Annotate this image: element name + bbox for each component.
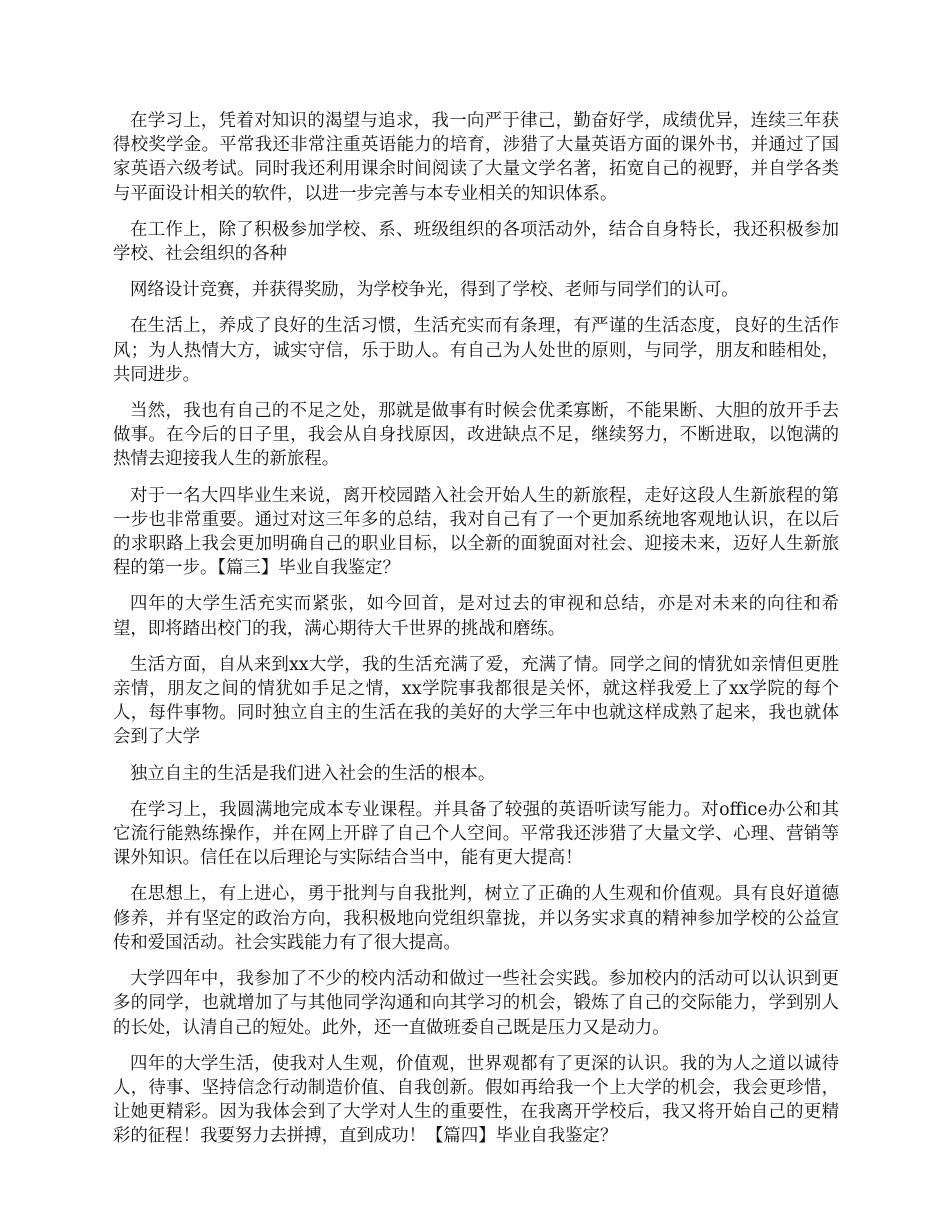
- paragraph-four-years: 四年的大学生活充实而紧张，如今回首，是对过去的审视和总结，亦是对未来的向往和希望，即将踏出校门的我，满心期待大千世界的挑战和磨练。: [113, 594, 839, 639]
- paragraph-graduate: 对于一名大四毕业生来说，离开校园踏入社会开始人生的新旅程，走好这段人生新旅程的第一步也非常重要。通过对这三年多的总结，我对自己有了一个更加系统地客观地认识，在以后的求职路上我会更加明确自己的职业目标，以全新的面貌面对社会、迎接未来，迈好人生新旅程的第一步。【篇三】毕业自我鉴定？: [113, 485, 839, 579]
- paragraph-life-aspect: 生活方面，自从来到xx大学，我的生活充满了爱，充满了情。同学之间的情犹如亲情但更胜亲情，朋友之间的情犹如手足之情，xx学院事我都很是关怀，就这样我爱上了xx学院的每个人，每件事物。同时独立自主的生活在我的美好的大学三年中也就这样成熟了起来，我也就体会到了大学: [113, 654, 839, 748]
- paragraph-thought: 在思想上，有上进心，勇于批判与自我批判，树立了正确的人生观和价值观。具有良好道德修养，并有坚定的政治方向，我积极地向党组织靠拢，并以务实求真的精神参加学校的公益宣传和爱国活动。社会实践能力有了很大提高。: [113, 884, 839, 953]
- paragraph-work: 在工作上，除了积极参加学校、系、班级组织的各项活动外，结合自身特长，我还积极参加学校、社会组织的各种: [113, 219, 839, 265]
- paragraph-conclusion: 四年的大学生活，使我对人生观，价值观，世界观都有了更深的认识。我的为人之道以诚待人，待事、坚持信念行动制造价值、自我创新。假如再给我一个上大学的机会，我会更珍惜，让她更精彩。因为我体会到了大学对人生的重要性，在我离开学校后，我又将开始自己的更精彩的征程！我要努力去拼搏，直到成功！【篇四】毕业自我鉴定？: [113, 1053, 839, 1147]
- paragraph-life: 在生活上，养成了良好的生活习惯，生活充实而有条理，有严谨的生活态度，良好的生活作风；为人热情大方，诚实守信，乐于助人。有自己为人处世的原则，与同学，朋友和睦相处，共同进步。: [113, 316, 839, 385]
- paragraph-activities: 大学四年中，我参加了不少的校内活动和做过一些社会实践。参加校内的活动可以认识到更多的同学，也就增加了与其他同学沟通和向其学习的机会，锻炼了自己的交际能力，学到别人的长处，认清自己的短处。此外，还一直做班委自己既是压力又是动力。: [113, 969, 839, 1038]
- document-page: [113, 109, 839, 1161]
- paragraph-study-2: 在学习上，我圆满地完成本专业课程。并具备了较强的英语听读写能力。对office办公和其它流行能熟练操作，并在网上开辟了自己个人空间。平常我还涉猎了大量文学、心理、营销等课外知识。信任在以后理论与实际结合当中，能有更大提高！: [113, 799, 839, 869]
- paragraph-competition: 网络设计竞赛，并获得奖励，为学校争光，得到了学校、老师与同学们的认可。: [130, 280, 739, 301]
- paragraph-independence: 独立自主的生活是我们进入社会的生活的根本。: [130, 763, 496, 784]
- paragraph-study: 在学习上，凭着对知识的渴望与追求，我一向严于律己，勤奋好学，成绩优异，连续三年获得校奖学金。平常我还非常注重英语能力的培育，涉猎了大量英语方面的课外书，并通过了国家英语六级考试。同时我还利用课余时间阅读了大量文学名著，拓宽自己的视野，并自学各类与平面设计相关的软件，以进一步完善与本专业相关的知识体系。: [113, 111, 839, 204]
- paragraph-shortcomings: 当然，我也有自己的不足之处，那就是做事有时候会优柔寡断，不能果断、大胆的放开手去做事。在今后的日子里，我会从自身找原因，改进缺点不足，继续努力，不断进取，以饱满的热情去迎接我人生的新旅程。: [113, 401, 839, 470]
